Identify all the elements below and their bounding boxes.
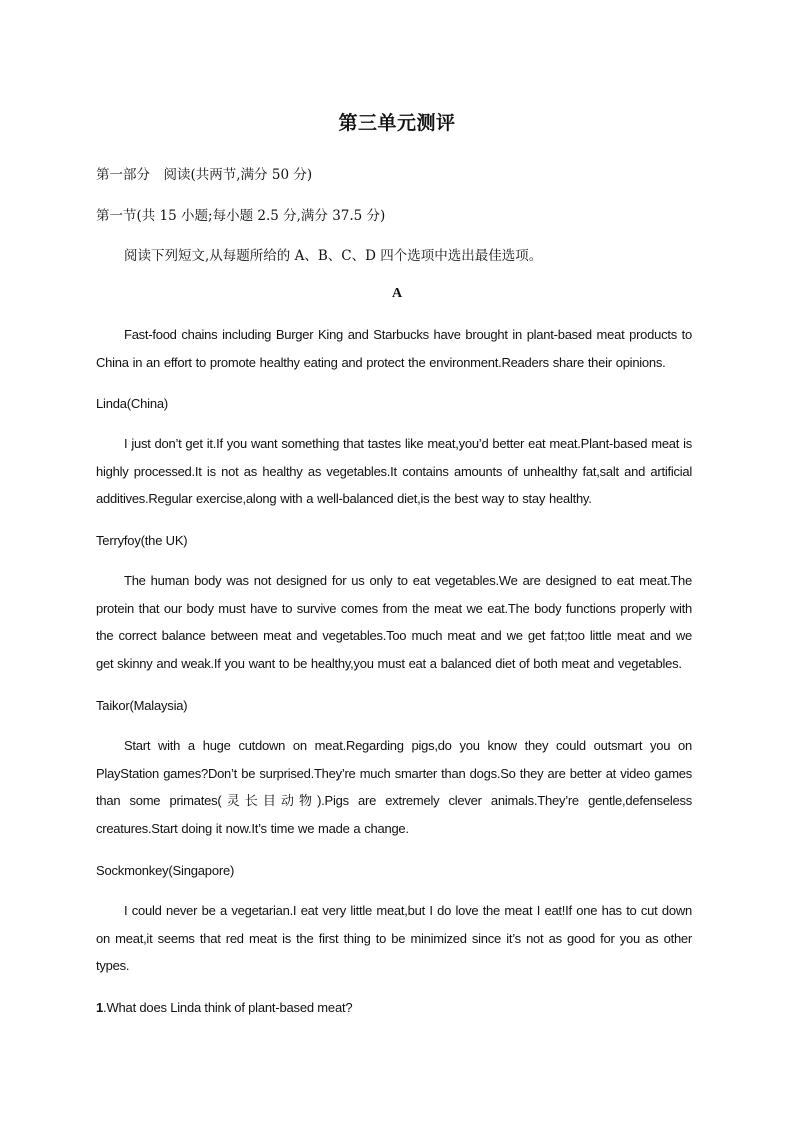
passage-letter: A xyxy=(391,286,403,301)
question-number: 1 xyxy=(96,1000,104,1015)
part-heading: 第一部分 阅读(共两节,满分 50 分) xyxy=(96,167,313,183)
reader-comment-sockmonkey: I could never be a vegetarian.I eat very little meat,but I do love the meat I eat!If one has to cut down on meat,it seems that red meat is the first thing to be minimized since it’s not as good for you as other types. xyxy=(96,903,692,973)
reader-name-linda: Linda(China) xyxy=(96,396,169,411)
reader-comment-taikor: Start with a huge cutdown on meat.Regarding pigs,do you know they could outsmart you on PlayStation games?Don’t be surprised.They’re much smarter than dogs.So they are better at video games than some primates(灵长目动物).Pigs are extremely clever animals.They’re gentle,defenseless creatures.Start doing it now.It’s time we made a change. xyxy=(96,738,692,836)
page-title: 第三单元测评 xyxy=(338,112,456,134)
passage-intro: Fast-food chains including Burger King and Starbucks have brought in plant-based meat products to China in an effort to promote healthy eating and protect the environment.Readers share their opinions. xyxy=(96,327,692,370)
reader-name-sockmonkey: Sockmonkey(Singapore) xyxy=(96,863,235,878)
reader-comment-linda: I just don’t get it.If you want something that tastes like meat,you’d better eat meat.Plant-based meat is highly processed.It is not as healthy as vegetables.It contains amounts of unhealthy fat,salt and artificial additives.Regular exercise,along with a well-balanced diet,is the best way to stay healthy. xyxy=(96,436,692,506)
section-heading: 第一节(共 15 小题;每小题 2.5 分,满分 37.5 分) xyxy=(96,208,386,224)
question-text: .What does Linda think of plant-based meat? xyxy=(103,1000,353,1015)
question-1 xyxy=(96,1000,352,1015)
instruction-text: 阅读下列短文,从每题所给的 A、B、C、D 四个选项中选出最佳选项。 xyxy=(124,248,543,264)
reader-name-taikor: Taikor(Malaysia) xyxy=(96,698,188,713)
reader-name-terryfoy: Terryfoy(the UK) xyxy=(96,533,188,548)
reader-comment-terryfoy: The human body was not designed for us only to eat vegetables.We are designed to eat meat.The protein that our body must have to survive comes from the meat we eat.The body functions properly with the correct balance between meat and vegetables.Too much meat and we get fat;too little meat and we get skinny and weak.If you want to be healthy,you must eat a balanced diet of both meat and vegetables. xyxy=(96,573,692,671)
